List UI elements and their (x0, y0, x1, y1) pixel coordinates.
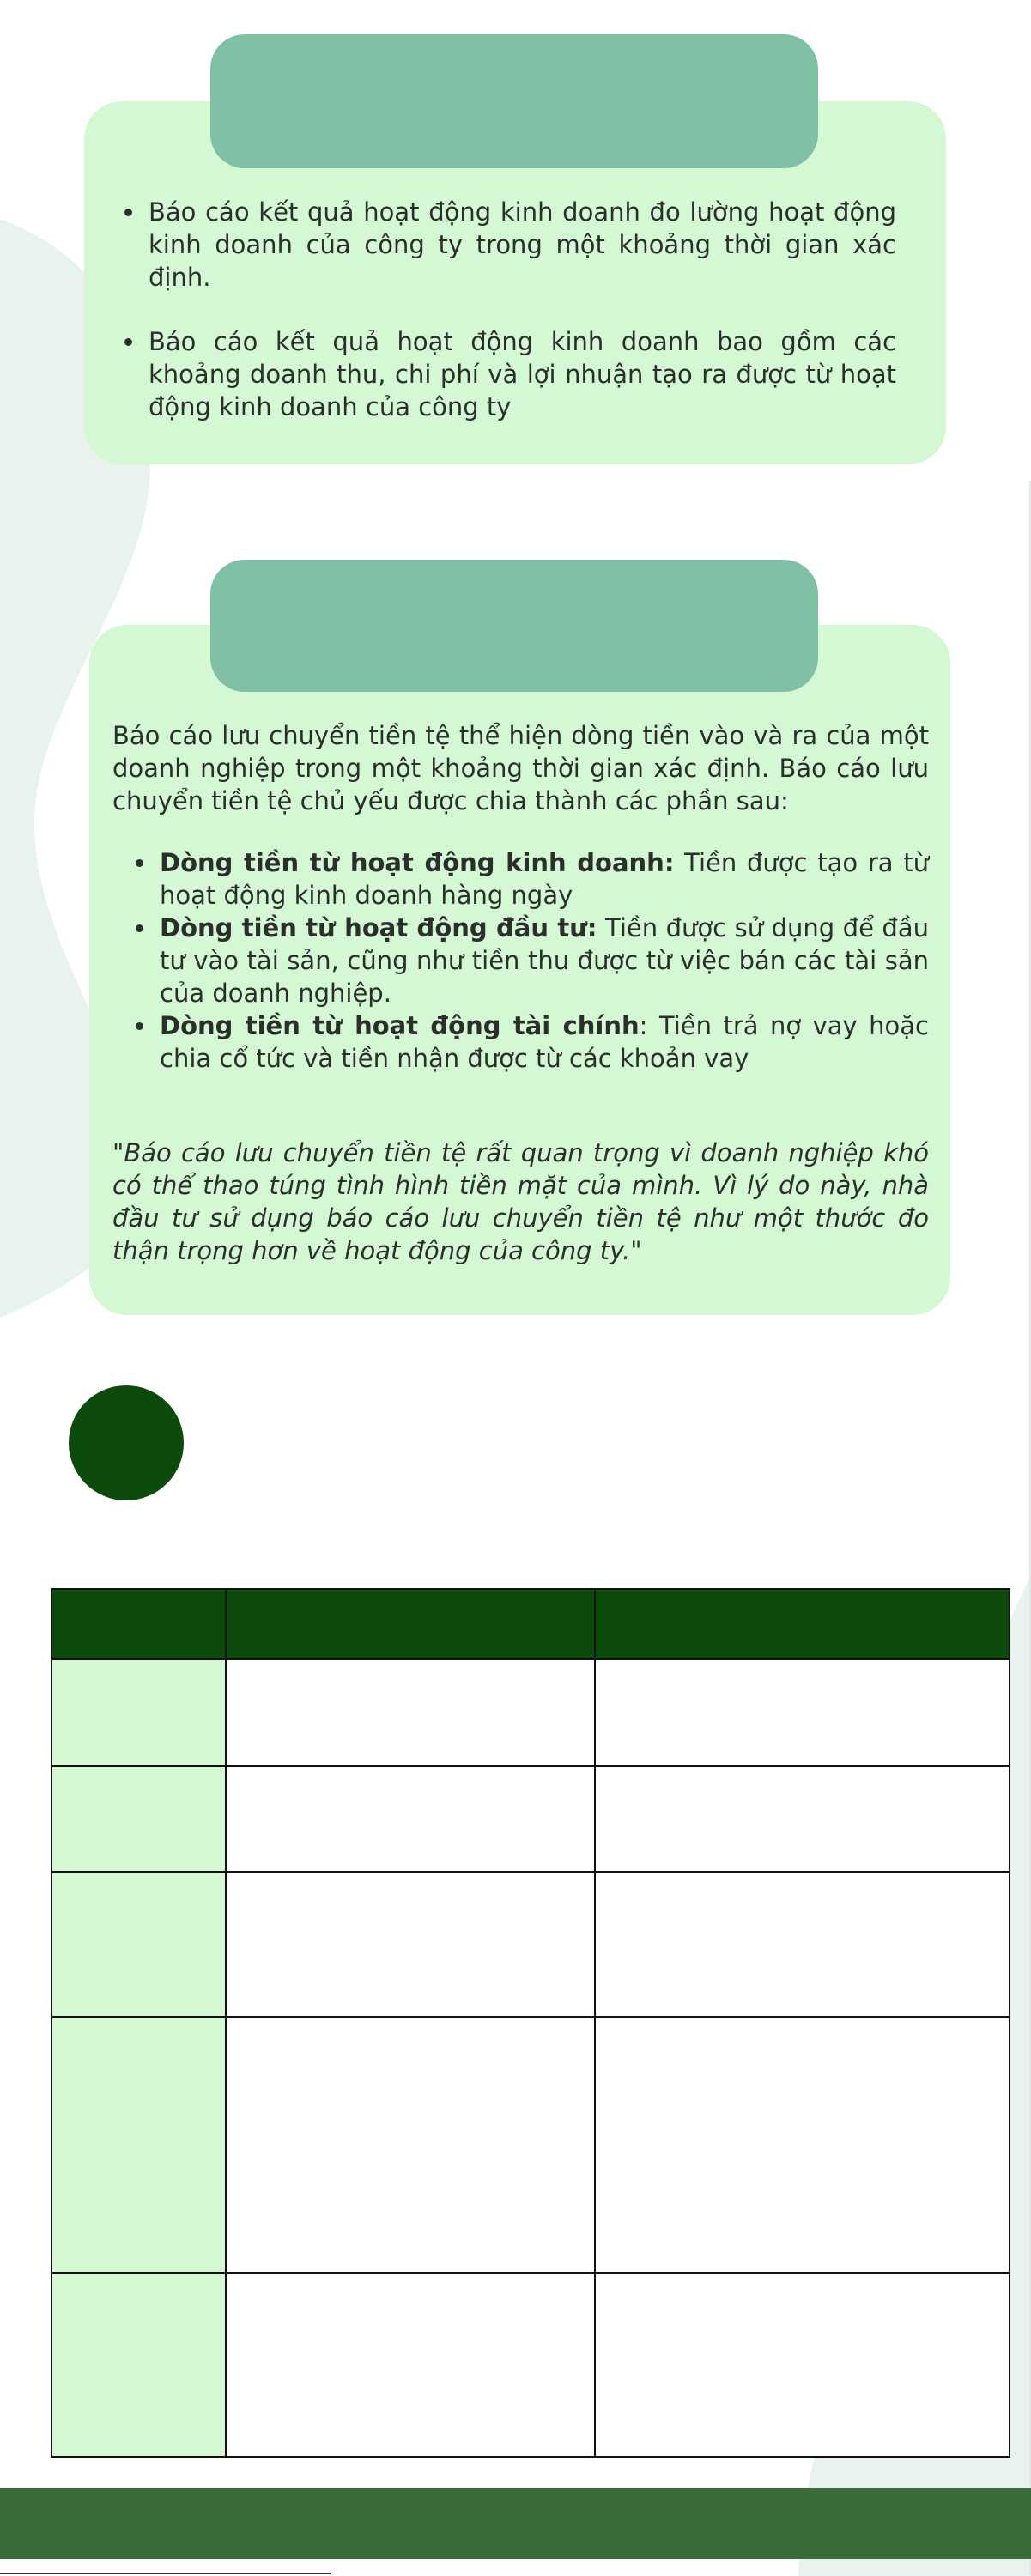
table-cell (52, 2017, 226, 2273)
bullet-term: Dòng tiền từ hoạt động kinh doanh: (160, 848, 675, 877)
section2-title-tab (210, 560, 818, 692)
table-cell (226, 1766, 595, 1872)
bullet-text: Tiền được sử dụng để đầu tư vào tài sản, cũng như tiền thu được từ việc bán các tài sản của doanh nghiệp. (160, 913, 929, 1008)
table-cell (52, 1766, 226, 1872)
bullet-item (160, 912, 929, 1009)
footer-bar (0, 2488, 1031, 2559)
comparison-table (51, 1588, 1010, 2458)
cash-flow-bullets (160, 846, 929, 1075)
section1-title-tab (210, 34, 818, 168)
table-row (52, 1872, 1010, 2017)
table-cell (226, 2017, 595, 2273)
table-cell (52, 1872, 226, 2017)
table-header-cell (595, 1589, 1010, 1659)
cash-flow-card (89, 625, 950, 1315)
table-cell (595, 1872, 1010, 2017)
table-cell (226, 1659, 595, 1766)
income-statement-bullets (149, 196, 896, 455)
decorative-circle (69, 1385, 184, 1500)
bullet-item: Báo cáo kết quả hoạt động kinh doanh đo lường hoạt động kinh doanh của công ty trong một khoảng thời gian xác định. (149, 197, 896, 292)
bullet-item: Báo cáo kết quả hoạt động kinh doanh bao gồm các khoảng doanh thu, chi phí và lợi nhuận tạo ra được từ hoạt động kinh doanh của công ty (149, 327, 896, 421)
table-cell (226, 2273, 595, 2457)
table-cell (595, 1766, 1010, 1872)
table-header-cell (226, 1589, 595, 1659)
table-row (52, 2273, 1010, 2457)
table-cell (52, 1659, 226, 1766)
table-cell (595, 2017, 1010, 2273)
table-header-row (52, 1589, 1010, 1659)
table-cell (52, 2273, 226, 2457)
bullet-term: Dòng tiền từ hoạt động tài chính (160, 1011, 640, 1040)
table-cell (226, 1872, 595, 2017)
bullet-item (160, 1009, 929, 1075)
bullet-item (160, 846, 929, 912)
table-header-cell (52, 1589, 226, 1659)
table-row (52, 2017, 1010, 2273)
cash-flow-quote: "Báo cáo lưu chuyển tiền tệ rất quan trọng vì doanh nghiệp khó có thể thao túng tình hình tiền mặt của mình. Vì lý do này, nhà đầu tư sử dụng báo cáo lưu chuyển tiền tệ như một thước đo thận trọng hơn về hoạt động của công ty." (112, 1138, 929, 1265)
bullet-text: Tiền được tạo ra từ hoạt động kinh doanh hàng ngày (160, 848, 929, 910)
table-cell (595, 2273, 1010, 2457)
table-row (52, 1659, 1010, 1766)
table-row (52, 1766, 1010, 1872)
bullet-text: : Tiền trả nợ vay hoặc chia cổ tức và tiền nhận được từ các khoản vay (160, 1011, 929, 1073)
table-cell (595, 1659, 1010, 1766)
bullet-term: Dòng tiền từ hoạt động đầu tư: (160, 913, 597, 943)
cash-flow-intro: Báo cáo lưu chuyển tiền tệ thể hiện dòng tiền vào và ra của một doanh nghiệp trong một khoảng thời gian xác định. Báo cáo lưu chuyển tiền tệ chủ yếu được chia thành các phần sau: (112, 721, 929, 815)
footer-line (0, 2573, 331, 2574)
